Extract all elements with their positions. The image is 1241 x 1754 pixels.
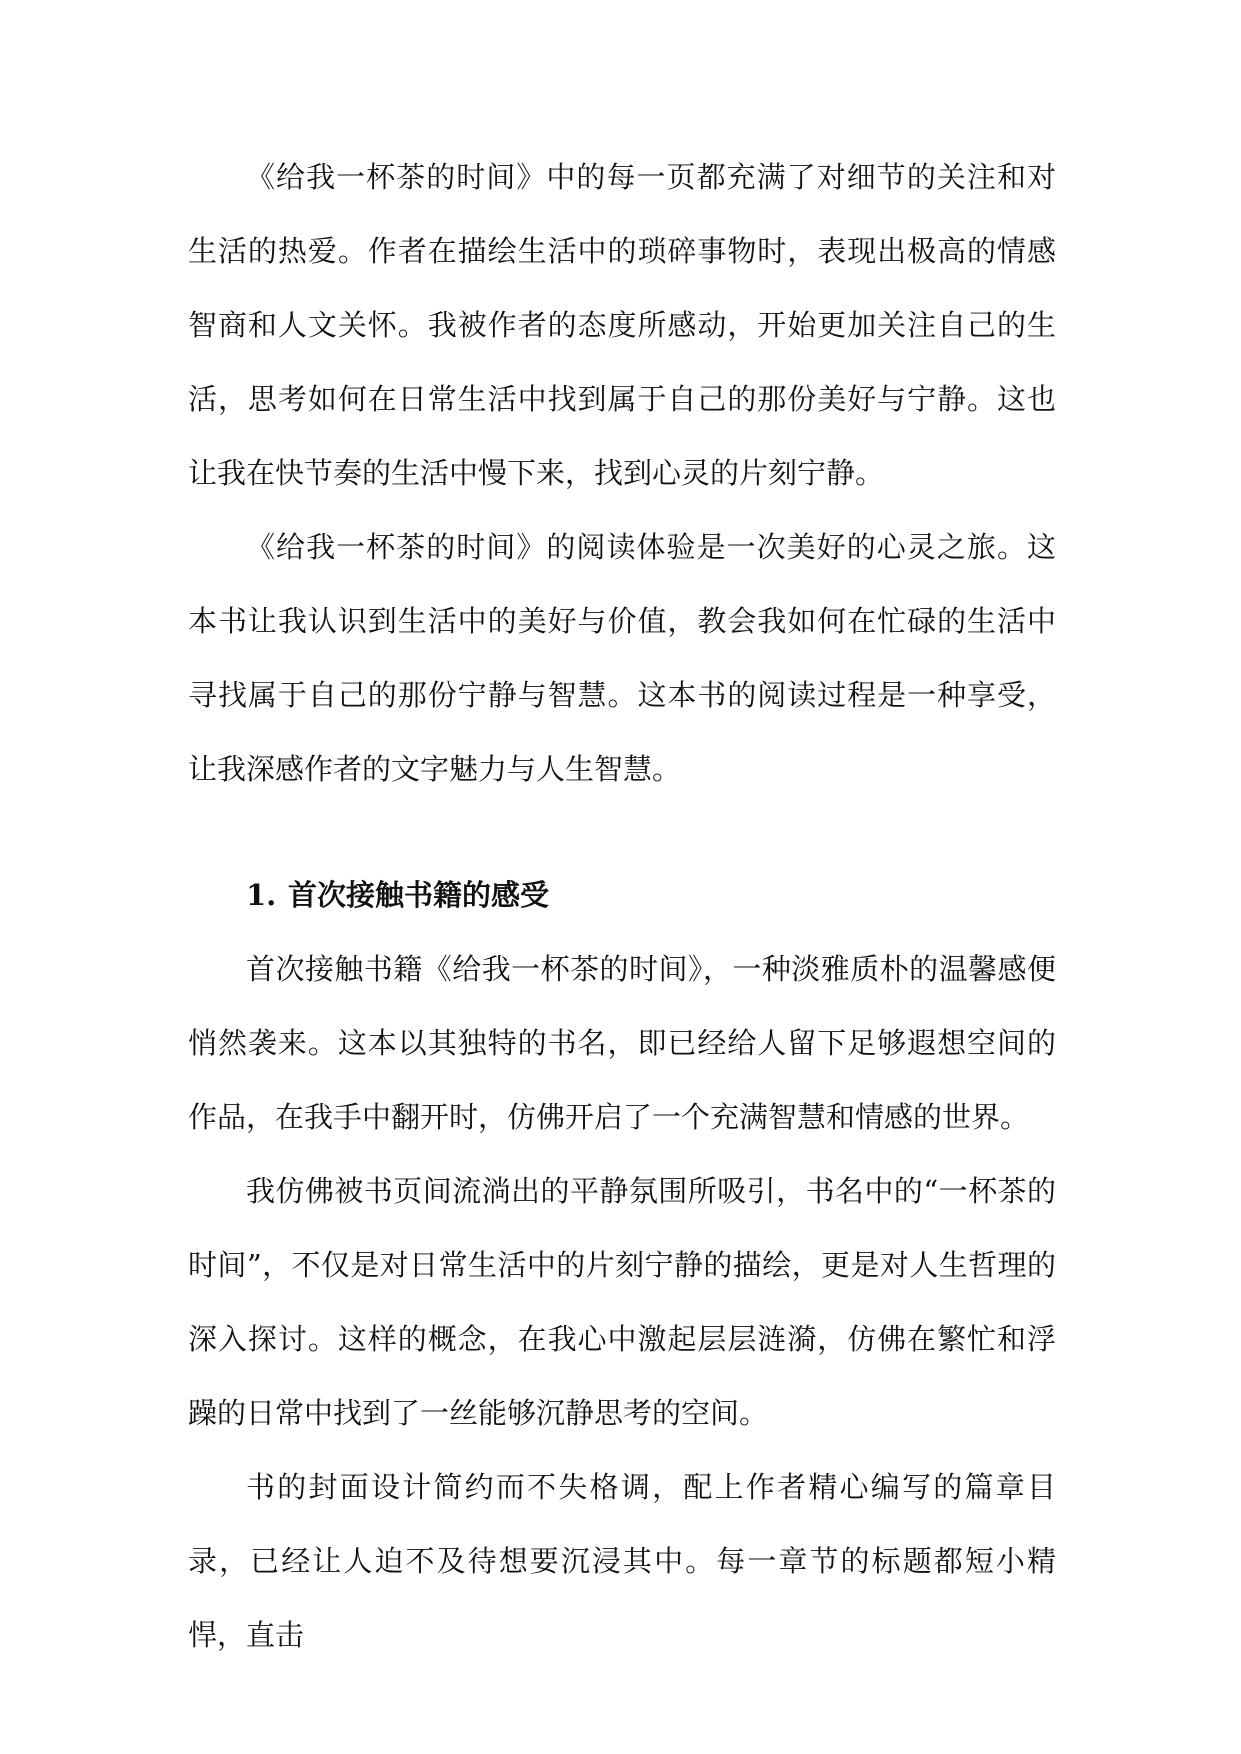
paragraph-details-love: 《给我一杯茶的时间》中的每一页都充满了对细节的关注和对生活的热爱。作者在描绘生活中的琐碎事物时，表现出极高的情感智商和人文关怀。我被作者的态度所感动，开始更加关注自己的生活，思考如何在日常生活中找到属于自己的那份美好与宁静。这也让我在快节奏的生活中慢下来，找到心灵的片刻宁静。: [188, 160, 1056, 490]
paragraph-cover-design: 书的封面设计简约而不失格调，配上作者精心编写的篇章目录，已经让人迫不及待想要沉浸其中。每一章节的标题都短小精悍，直击: [188, 1470, 1056, 1652]
section-spacer: [188, 806, 1056, 858]
section-title: 首次接触书籍的感受: [288, 878, 550, 912]
paragraph-first-impression: 首次接触书籍《给我一杯茶的时间》，一种淡雅质朴的温馨感便悄然袭来。这本以其独特的书名，即已经给人留下足够遐想空间的作品，在我手中翻开时，仿佛开启了一个充满智慧和情感的世界。: [188, 952, 1056, 1134]
paragraph-reading-journey: 《给我一杯茶的时间》的阅读体验是一次美好的心灵之旅。这本书让我认识到生活中的美好与价值，教会我如何在忙碌的生活中寻找属于自己的那份宁静与智慧。这本书的阅读过程是一种享受，让我深感作者的文字魅力与人生智慧。: [188, 530, 1056, 786]
section-heading: [188, 858, 1056, 932]
document-body: [188, 140, 1056, 1672]
section-number: 1.: [246, 878, 277, 912]
paragraph-calm-atmosphere: 我仿佛被书页间流淌出的平静氛围所吸引，书名中的“一杯茶的时间”，不仅是对日常生活中的片刻宁静的描绘，更是对人生哲理的深入探讨。这样的概念，在我心中激起层层涟漪，仿佛在繁忙和浮躁的日常中找到了一丝能够沉静思考的空间。: [188, 1174, 1056, 1430]
